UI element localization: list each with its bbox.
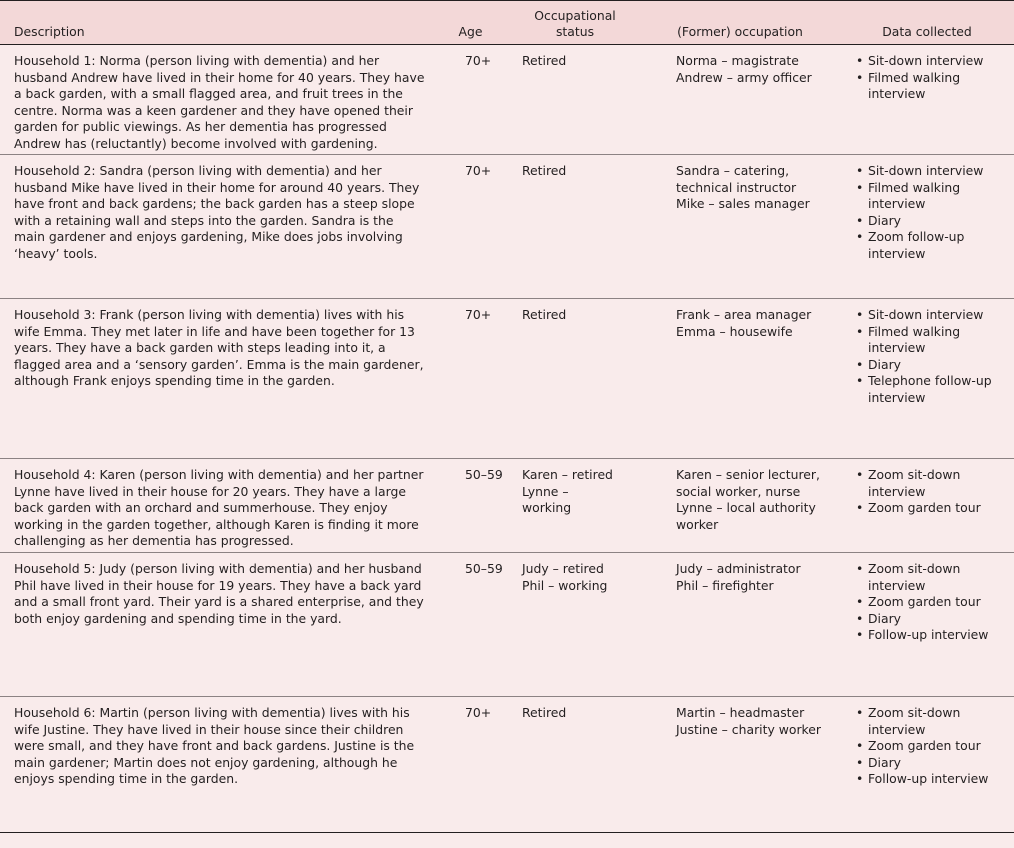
data-collected-list	[856, 561, 1008, 644]
data-collected-list	[856, 307, 1008, 407]
cell-occupation	[640, 299, 840, 459]
occupation-line: Andrew – army officer	[676, 69, 812, 85]
cell-data-collected	[840, 155, 1014, 299]
cell-occupation	[640, 459, 840, 553]
list-item: • Zoom sit-down interview	[856, 467, 1008, 500]
table-row	[0, 299, 1014, 459]
cell-occupational-status	[510, 459, 640, 553]
list-item: • Follow-up interview	[856, 627, 1008, 644]
cell-description: Household 6: Martin (person living with dementia) lives with his wife Justine. They have lived in their house since their children were small, and they have front and back gardens. Justine is the main gardener; Martin does not enjoy gardening, although he enjoys spending time in the garden.	[0, 697, 431, 833]
occupation-line: Norma – magistrate	[676, 53, 799, 68]
occupation-line: social worker, nurse	[676, 483, 801, 499]
occupation-line: Justine – charity worker	[676, 721, 821, 737]
cell-description: Household 5: Judy (person living with dementia) and her husband Phil have lived in their house for 19 years. They have a back yard and a small front yard. Their yard is a shared enterprise, and they both enjoy gardening and spending time in the yard.	[0, 553, 431, 697]
cell-data-collected	[840, 299, 1014, 459]
header-status-line2: status	[555, 24, 595, 39]
cell-occupational-status	[510, 299, 640, 459]
list-item: • Zoom follow-up interview	[856, 229, 1008, 262]
header-age: Age	[431, 1, 510, 45]
list-item: • Sit-down interview	[856, 307, 1008, 324]
cell-occupation	[640, 155, 840, 299]
cell-data-collected	[840, 553, 1014, 697]
status-line: Retired	[522, 53, 567, 68]
cell-data-collected	[840, 697, 1014, 833]
cell-occupational-status	[510, 697, 640, 833]
cell-description: Household 4: Karen (person living with dementia) and her partner Lynne have lived in their house for 20 years. They have a large back garden with an orchard and summerhouse. They enjoy working in the garden together, although Karen is finding it more challenging as her dementia has progressed.	[0, 459, 431, 553]
header-occupation: (Former) occupation	[640, 1, 840, 45]
list-item: • Filmed walking interview	[856, 324, 1008, 357]
data-collected-list	[856, 705, 1008, 788]
cell-age: 70+	[431, 45, 510, 155]
table-row	[0, 459, 1014, 553]
list-item: • Zoom sit-down interview	[856, 705, 1008, 738]
list-item: • Diary	[856, 611, 1008, 628]
list-item: • Zoom garden tour	[856, 594, 1008, 611]
status-line: Judy – retired	[522, 561, 604, 576]
cell-description: Household 1: Norma (person living with dementia) and her husband Andrew have lived in their home for 40 years. They have a back garden, with a small flagged area, and fruit trees in the centre. Norma was a keen gardener and they have opened their garden for public viewings. As her dementia has progressed Andrew has (reluctantly) become involved with gardening.	[0, 45, 431, 155]
occupation-line: Phil – firefighter	[676, 577, 774, 593]
cell-age: 50–59	[431, 459, 510, 553]
cell-occupation	[640, 45, 840, 155]
header-description: Description	[0, 1, 431, 45]
list-item: • Telephone follow-up interview	[856, 373, 1008, 406]
list-item: • Diary	[856, 357, 1008, 374]
data-collected-list	[856, 163, 1008, 263]
list-item: • Follow-up interview	[856, 771, 1008, 788]
status-line: Lynne –	[522, 483, 569, 499]
occupation-line: Emma – housewife	[676, 323, 793, 339]
cell-occupational-status	[510, 155, 640, 299]
table-row	[0, 697, 1014, 833]
status-line: Retired	[522, 307, 567, 322]
occupation-line: Lynne – local authority	[676, 500, 816, 516]
status-line: Phil – working	[522, 577, 608, 593]
cell-occupational-status	[510, 45, 640, 155]
header-status-line1: Occupational	[534, 8, 616, 23]
occupation-line: Karen – senior lecturer,	[676, 467, 820, 482]
cell-occupation	[640, 697, 840, 833]
occupation-line: Judy – administrator	[676, 561, 801, 576]
status-line: working	[522, 500, 572, 516]
occupation-line: worker	[676, 516, 719, 532]
occupation-line: Frank – area manager	[676, 307, 812, 322]
cell-description: Household 2: Sandra (person living with dementia) and her husband Mike have lived in their home for around 40 years. They have front and back gardens; the back garden has a steep slope with a retaining wall and steps into the garden. Sandra is the main gardener and enjoys gardening, Mike does jobs involving ‘heavy’ tools.	[0, 155, 431, 299]
occupation-line: Martin – headmaster	[676, 705, 805, 720]
data-collected-list	[856, 467, 1008, 517]
cell-age: 70+	[431, 155, 510, 299]
cell-occupation	[640, 553, 840, 697]
list-item: • Diary	[856, 213, 1008, 230]
occupation-line: Mike – sales manager	[676, 196, 810, 212]
occupation-line: technical instructor	[676, 179, 797, 195]
header-occupational-status	[510, 1, 640, 45]
cell-data-collected	[840, 45, 1014, 155]
cell-data-collected	[840, 459, 1014, 553]
list-item: • Sit-down interview	[856, 163, 1008, 180]
list-item: • Zoom garden tour	[856, 738, 1008, 755]
table-row	[0, 553, 1014, 697]
occupation-line: Sandra – catering,	[676, 163, 790, 178]
header-data-collected: Data collected	[840, 1, 1014, 45]
list-item: • Sit-down interview	[856, 53, 1008, 70]
list-item: • Zoom garden tour	[856, 500, 1008, 517]
table-row	[0, 155, 1014, 299]
status-line: Retired	[522, 705, 567, 720]
status-line: Karen – retired	[522, 467, 613, 482]
cell-age: 70+	[431, 299, 510, 459]
header-row	[0, 1, 1014, 45]
status-line: Retired	[522, 163, 567, 178]
cell-age: 50–59	[431, 553, 510, 697]
table-row	[0, 45, 1014, 155]
list-item: • Diary	[856, 755, 1008, 772]
cell-occupational-status	[510, 553, 640, 697]
data-collected-list	[856, 53, 1008, 103]
list-item: • Zoom sit-down interview	[856, 561, 1008, 594]
list-item: • Filmed walking interview	[856, 70, 1008, 103]
cell-description: Household 3: Frank (person living with dementia) lives with his wife Emma. They met later in life and have been together for 13 years. They have a back garden with steps leading into it, a flagged area and a ‘sensory garden’. Emma is the main gardener, although Frank enjoys spending time in the garden.	[0, 299, 431, 459]
list-item: • Filmed walking interview	[856, 180, 1008, 213]
cell-age: 70+	[431, 697, 510, 833]
